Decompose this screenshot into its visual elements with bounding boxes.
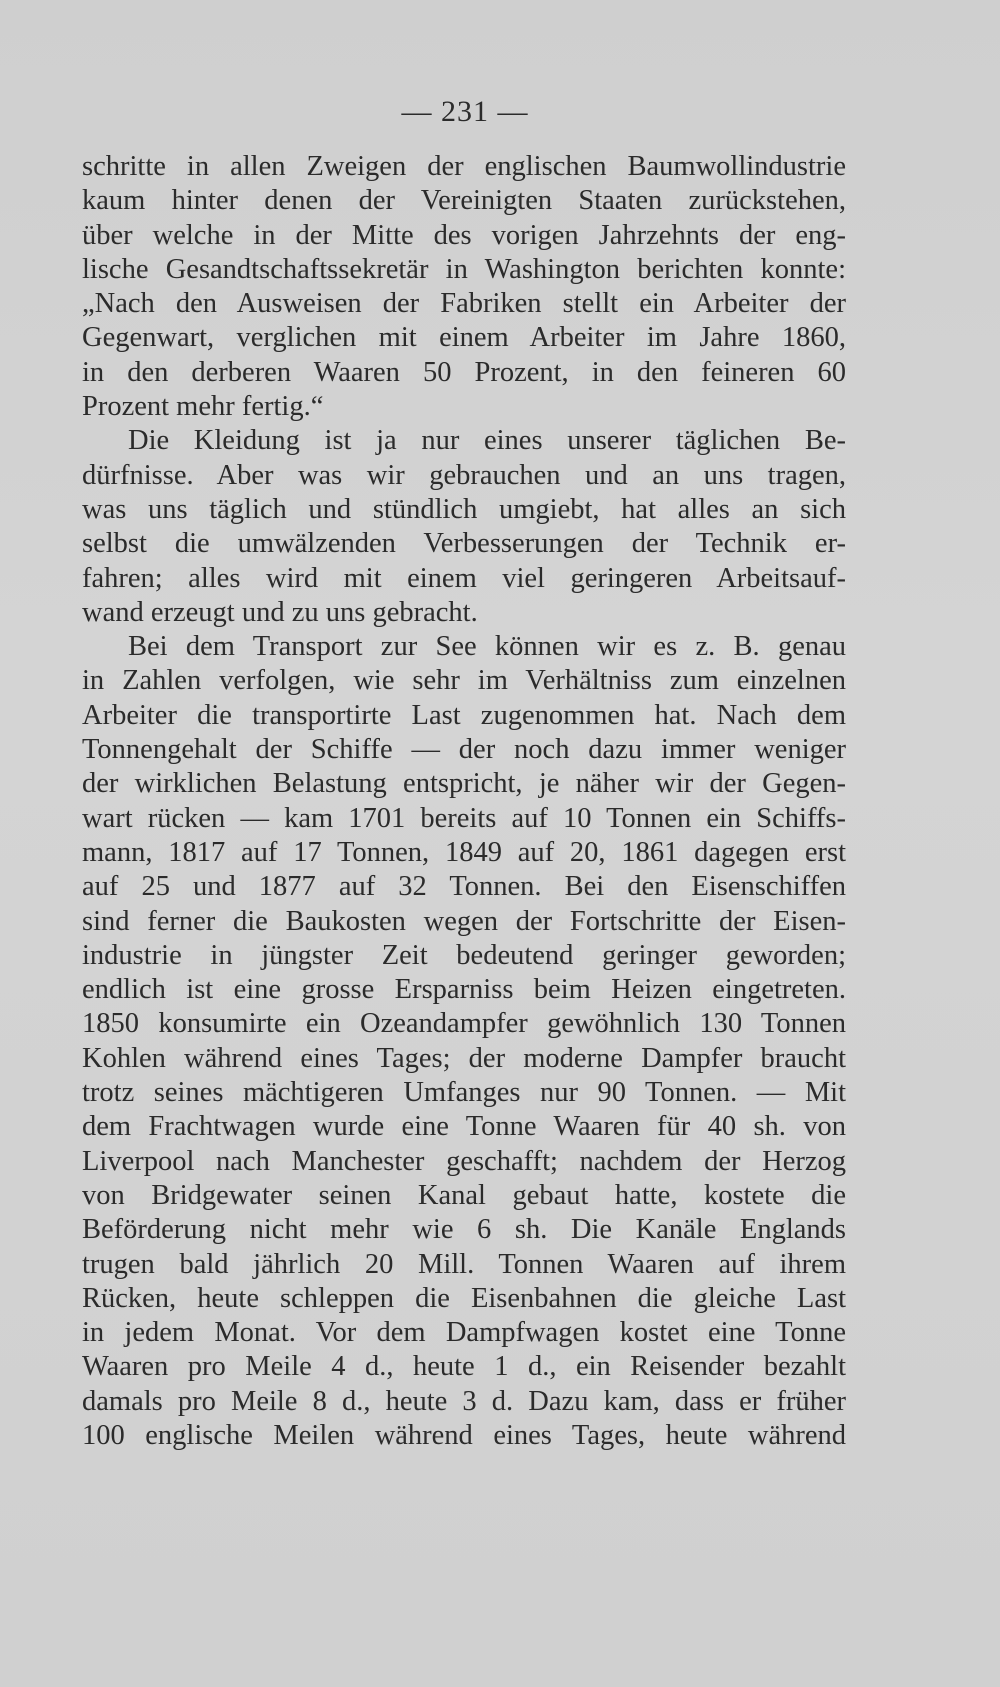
text-line: Arbeiter die transportirte Last zugenommen hat. Nach dem xyxy=(82,699,846,731)
text-line: endlich ist eine grosse Ersparniss beim Heizen eingetreten. xyxy=(82,974,846,1006)
text-line: industrie in jüngster Zeit bedeutend geringer geworden; xyxy=(82,939,846,971)
text-line: Tonnengehalt der Schiffe — der noch dazu immer weniger xyxy=(82,734,846,766)
text-line: dürfnisse. Aber was wir gebrauchen und an uns tragen, xyxy=(82,459,846,491)
text-line: selbst die umwälzenden Verbesserungen der Technik er- xyxy=(82,528,846,560)
text-line: in den derberen Waaren 50 Prozent, in den feineren 60 xyxy=(82,356,846,388)
body-text xyxy=(82,150,846,1453)
page-number: — 231 — xyxy=(401,95,529,128)
text-line: 100 englische Meilen während eines Tages, heute während xyxy=(82,1419,846,1451)
text-line: Kohlen während eines Tages; der moderne Dampfer braucht xyxy=(82,1042,846,1074)
text-line: was uns täglich und stündlich umgiebt, hat alles an sich xyxy=(82,493,846,525)
text-line: trotz seines mächtigeren Umfanges nur 90 Tonnen. — Mit xyxy=(82,1077,846,1109)
text-line: in jedem Monat. Vor dem Dampfwagen kostet eine Tonne xyxy=(82,1317,846,1349)
text-line: dem Frachtwagen wurde eine Tonne Waaren für 40 sh. von xyxy=(82,1111,846,1143)
text-line: mann, 1817 auf 17 Tonnen, 1849 auf 20, 1861 dagegen erst xyxy=(82,836,846,868)
text-line: Prozent mehr fertig.“ xyxy=(82,391,324,423)
text-line: Bei dem Transport zur See können wir es z. B. genau xyxy=(128,631,846,663)
text-line: Beförderung nicht mehr wie 6 sh. Die Kanäle Englands xyxy=(82,1214,846,1246)
text-line: „Nach den Ausweisen der Fabriken stellt ein Arbeiter der xyxy=(82,288,846,320)
text-line: Rücken, heute schleppen die Eisenbahnen die gleiche Last xyxy=(82,1282,846,1314)
text-line: Waaren pro Meile 4 d., heute 1 d., ein Reisender bezahlt xyxy=(82,1351,846,1383)
text-line: damals pro Meile 8 d., heute 3 d. Dazu kam, dass er früher xyxy=(82,1385,846,1417)
text-line: über welche in der Mitte des vorigen Jahrzehnts der eng- xyxy=(82,219,846,251)
text-line: fahren; alles wird mit einem viel geringeren Arbeitsauf- xyxy=(82,562,846,594)
text-line: lische Gesandtschaftssekretär in Washington berichten konnte: xyxy=(82,253,846,285)
text-line: Gegenwart, verglichen mit einem Arbeiter im Jahre 1860, xyxy=(82,322,846,354)
text-line: kaum hinter denen der Vereinigten Staaten zurückstehen, xyxy=(82,185,846,217)
text-line: in Zahlen verfolgen, wie sehr im Verhältniss zum einzelnen xyxy=(82,665,846,697)
text-line: von Bridgewater seinen Kanal gebaut hatte, kostete die xyxy=(82,1179,846,1211)
text-line: trugen bald jährlich 20 Mill. Tonnen Waaren auf ihrem xyxy=(82,1248,846,1280)
text-line: 1850 konsumirte ein Ozeandampfer gewöhnlich 130 Tonnen xyxy=(82,1008,846,1040)
text-line: Liverpool nach Manchester geschafft; nachdem der Herzog xyxy=(82,1145,846,1177)
text-line: der wirklichen Belastung entspricht, je näher wir der Gegen- xyxy=(82,768,846,800)
text-line: sind ferner die Baukosten wegen der Fortschritte der Eisen- xyxy=(82,905,846,937)
text-line: auf 25 und 1877 auf 32 Tonnen. Bei den Eisenschiffen xyxy=(82,871,846,903)
text-line: Die Kleidung ist ja nur eines unserer täglichen Be- xyxy=(128,425,846,457)
text-line: schritte in allen Zweigen der englischen Baumwollindustrie xyxy=(82,151,846,182)
text-line: wart rücken — kam 1701 bereits auf 10 Tonnen ein Schiffs- xyxy=(82,802,846,834)
text-line: wand erzeugt und zu uns gebracht. xyxy=(82,596,478,628)
